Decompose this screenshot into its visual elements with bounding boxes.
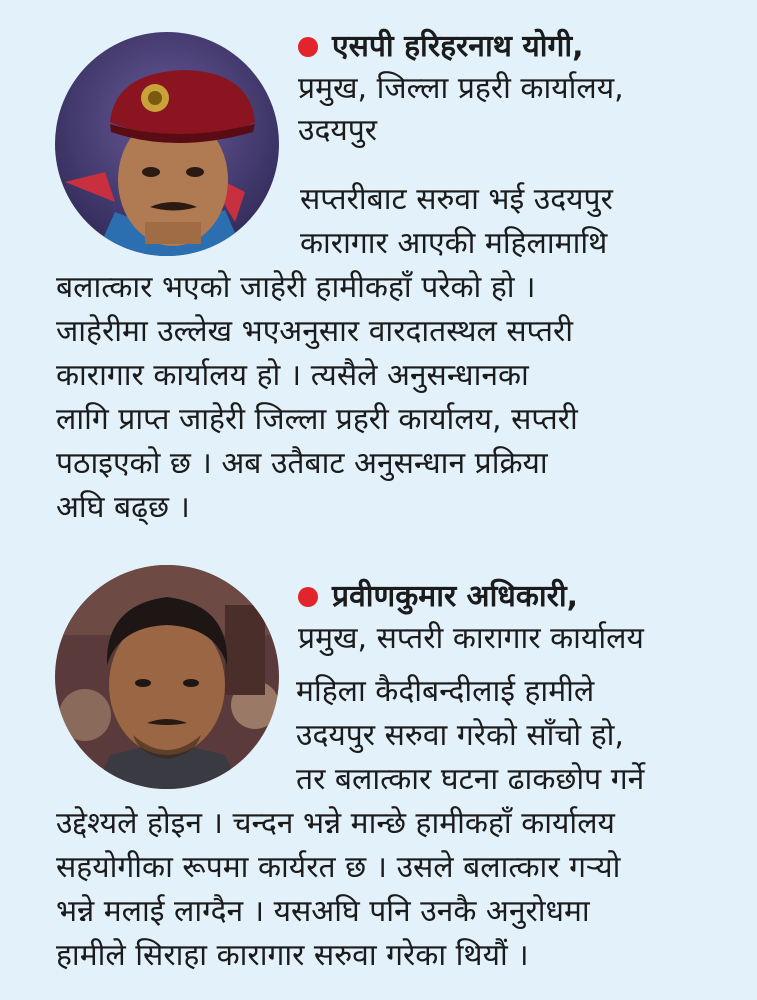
speaker-name-text: एसपी हरिहरनाथ योगी, xyxy=(332,29,584,64)
quote-line: हामीले सिराहा कारागार सरुवा गरेका थियौं । xyxy=(56,938,529,973)
speaker-role-line-1: प्रमुख, जिल्ला प्रहरी कार्यालय, xyxy=(298,71,624,106)
red-bullet-icon xyxy=(298,587,318,607)
speaker-role-line-2: उदयपुर xyxy=(298,113,378,148)
speaker-name-text: प्रवीणकुमार अधिकारी, xyxy=(332,579,579,614)
quote-line: पठाइएको छ । अब उतैबाट अनुसन्धान प्रक्रिया xyxy=(56,446,548,481)
quote-line: अघि बढ्छ । xyxy=(56,490,190,525)
quote-line: लागि प्राप्त जाहेरी जिल्ला प्रहरी कार्यालय, सप्तरी xyxy=(56,402,578,437)
quote-line: महिला कैदीबन्दीलाई हामीले xyxy=(296,674,595,709)
quote-line: सहयोगीका रूपमा कार्यरत छ । उसले बलात्कार गऱ्यो xyxy=(56,850,621,885)
speaker-role-line-1: प्रमुख, सप्तरी कारागार कार्यालय xyxy=(298,621,644,656)
portrait-photo-prison-chief xyxy=(55,565,279,789)
quote-line: सप्तरीबाट सरुवा भई उदयपुर xyxy=(300,182,613,217)
portrait-photo-police-officer xyxy=(55,32,279,256)
quote-line: कारागार आएकी महिलामाथि xyxy=(300,226,608,261)
quote-line: बलात्कार भएको जाहेरी हामीकहाँ परेको हो । xyxy=(56,270,536,305)
speaker-header xyxy=(298,26,624,152)
quote-line: तर बलात्कार घटना ढाकछोप गर्ने xyxy=(296,762,645,797)
quote-line: कारागार कार्यालय हो । त्यसैले अनुसन्धानका xyxy=(56,358,529,393)
speaker-name xyxy=(298,576,644,618)
quote-line: उदयपुर सरुवा गरेको साँचो हो, xyxy=(296,718,624,753)
speaker-name xyxy=(298,26,624,68)
quote-line: उद्देश्यले होइन । चन्दन भन्ने मान्छे हामीकहाँ कार्यालय xyxy=(56,806,615,841)
statement-2 xyxy=(0,560,757,1000)
quote-line: भन्ने मलाई लाग्दैन । यसअघि पनि उनकै अनुरोधमा xyxy=(56,894,590,929)
speaker-header xyxy=(298,576,644,660)
red-bullet-icon xyxy=(298,37,318,57)
quote-line: जाहेरीमा उल्लेख भएअनुसार वारदातस्थल सप्तरी xyxy=(56,314,574,349)
